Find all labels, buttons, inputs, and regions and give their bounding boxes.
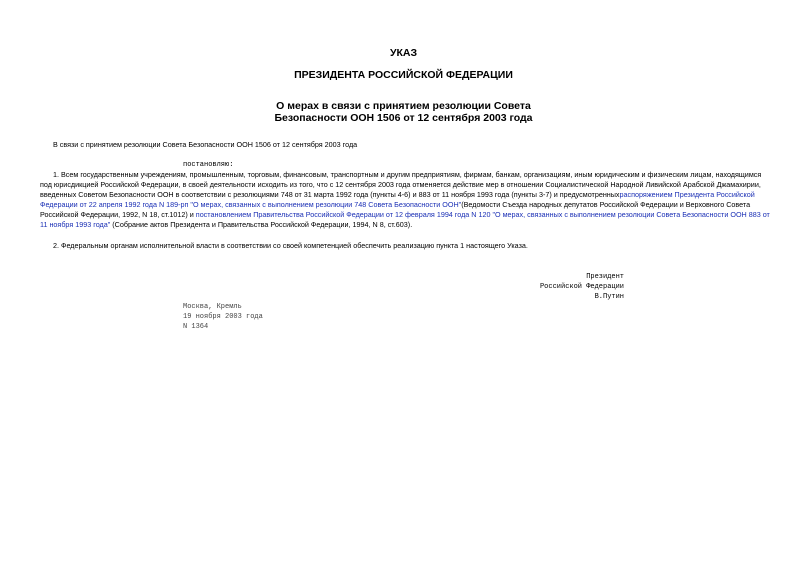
document-type-title: УКАЗ (389, 47, 418, 59)
subject-line-2: Безопасности ООН 1506 от 12 сентября 2003 года (274, 112, 533, 124)
link-decree-189rp[interactable]: распоряжением Президента Российской Федерации от 22 апреля 1992 года N 189-рп "О мерах, связанных с выполнением резолюции 748 Совета Безопасности ООН" (40, 190, 755, 209)
document-number: N 1364 (183, 323, 209, 331)
signature-name: В.Путин (594, 293, 624, 301)
place-date-block (183, 302, 263, 332)
link-resolution-120[interactable]: постановлением Правительства Российской Федерации от 12 февраля 1994 года N 120 "О мерах, связанных с выполнением резолюции Совета Безопасности ООН 883 от 11 ноября 1993 года" (40, 210, 770, 229)
signature-title: Президент (586, 273, 624, 281)
paragraph-1 (40, 170, 770, 230)
paragraph-2: 2. Федеральным органам исполнительной власти в соответствии со своей компетенцией обеспечить реализацию пункта 1 настоящего Указа. (53, 241, 528, 250)
signature-block (540, 272, 624, 302)
document-subject (0, 100, 807, 124)
p1-text-b: (Ведомости Съезда народных депутатов Российской Федерации и Верховного Совета Российской Федерации, 1992, N 18, ст.1012) и (40, 200, 751, 219)
decree-word: постановляю: (183, 161, 234, 169)
p1-text-c: (Собрание актов Президента и Правительства Российской Федерации, 1994, N 8, ст.603). (110, 220, 413, 229)
signature-country: Российской Федерации (539, 283, 624, 291)
place-date: 19 ноября 2003 года (183, 313, 263, 321)
issuer-title: ПРЕЗИДЕНТА РОССИЙСКОЙ ФЕДЕРАЦИИ (294, 69, 513, 81)
intro-paragraph: В связи с принятием резолюции Совета Безопасности ООН 1506 от 12 сентября 2003 года (53, 140, 358, 149)
p1-text-a: 1. Всем государственным учреждениям, промышленным, торговым, финансовым, транспортным и другим предприятиям, фирмам, банкам, организациям, иным юридическим и физическим лицам, находящимся под юрисдикцией Российской Федерации, в своей деятельности исходить из того, что с 12 сентября 2003 года отменяется действие мер в отношении Социалистической Народной Ливийской Арабской Джамахирии, введенных Советом Безопасности ООН в соответствии с резолюциями 748 от 31 марта 1992 года (пункты 4-6) и 883 от 11 ноября 1993 года (пункты 3-7) и предусмотренных (40, 170, 762, 199)
place-city: Москва, Кремль (183, 303, 242, 311)
subject-line-1: О мерах в связи с принятием резолюции Совета (276, 100, 531, 112)
